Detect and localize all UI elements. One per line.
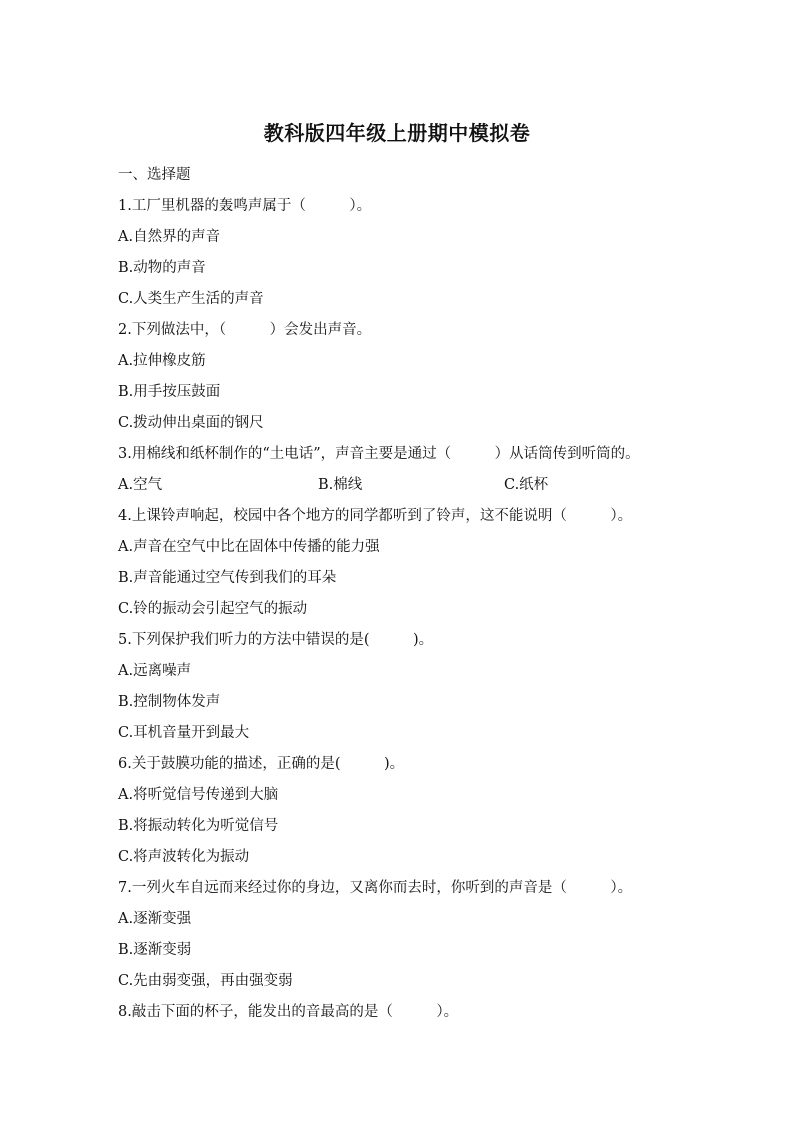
question-6-stem: 6.关于鼓膜功能的描述，正确的是( )。 bbox=[118, 756, 405, 772]
question-2-option-c: C.拨动伸出桌面的钢尺 bbox=[118, 415, 264, 431]
page-title: 教科版四年级上册期中模拟卷 bbox=[263, 121, 531, 145]
question-3-option-b: B.棉线 bbox=[318, 477, 363, 493]
question-1-stem: 1.工厂里机器的轰鸣声属于（ ）。 bbox=[118, 198, 372, 214]
question-list bbox=[118, 160, 718, 1028]
question-2-option-a: A.拉伸橡皮筋 bbox=[118, 353, 206, 369]
question-5-option-c: C.耳机音量开到最大 bbox=[118, 725, 250, 741]
question-8-stem: 8.敲击下面的杯子，能发出的音最高的是（ ）。 bbox=[118, 1004, 459, 1020]
question-5-option-a: A.远离噪声 bbox=[118, 663, 192, 679]
question-5-option-b: B.控制物体发声 bbox=[118, 694, 221, 710]
question-4-option-b: B.声音能通过空气传到我们的耳朵 bbox=[118, 570, 337, 586]
question-4-option-c: C.铃的振动会引起空气的振动 bbox=[118, 601, 308, 617]
question-4-option-a: A.声音在空气中比在固体中传播的能力强 bbox=[118, 539, 380, 555]
question-3-option-c: C.纸杯 bbox=[504, 477, 549, 493]
question-3-options bbox=[118, 470, 718, 501]
question-2-option-b: B.用手按压鼓面 bbox=[118, 384, 221, 400]
question-1-option-c: C.人类生产生活的声音 bbox=[118, 291, 264, 307]
question-6-option-b: B.将振动转化为听觉信号 bbox=[118, 818, 279, 834]
section-heading: 一、选择题 bbox=[118, 167, 191, 183]
question-4-stem: 4.上课铃声响起，校园中各个地方的同学都听到了铃声，这不能说明（ ）。 bbox=[118, 508, 633, 524]
question-6-option-c: C.将声波转化为振动 bbox=[118, 849, 250, 865]
question-3-stem: 3.用棉线和纸杯制作的“土电话”，声音主要是通过（ ）从话筒传到听筒的。 bbox=[118, 446, 640, 462]
question-7-option-c: C.先由弱变强，再由强变弱 bbox=[118, 973, 293, 989]
question-1-option-b: B.动物的声音 bbox=[118, 260, 206, 276]
question-1-option-a: A.自然界的声音 bbox=[118, 229, 221, 245]
question-7-stem: 7.一列火车自远而来经过你的身边，又离你而去时，你听到的声音是（ ）。 bbox=[118, 880, 633, 896]
question-6-option-a: A.将听觉信号传递到大脑 bbox=[118, 787, 279, 803]
question-5-stem: 5.下列保护我们听力的方法中错误的是( )。 bbox=[118, 632, 434, 648]
question-7-option-b: B.逐渐变弱 bbox=[118, 942, 192, 958]
question-2-stem: 2.下列做法中，（ ）会发出声音。 bbox=[118, 322, 372, 338]
question-7-option-a: A.逐渐变强 bbox=[118, 911, 192, 927]
question-3-option-a: A.空气 bbox=[118, 477, 163, 493]
